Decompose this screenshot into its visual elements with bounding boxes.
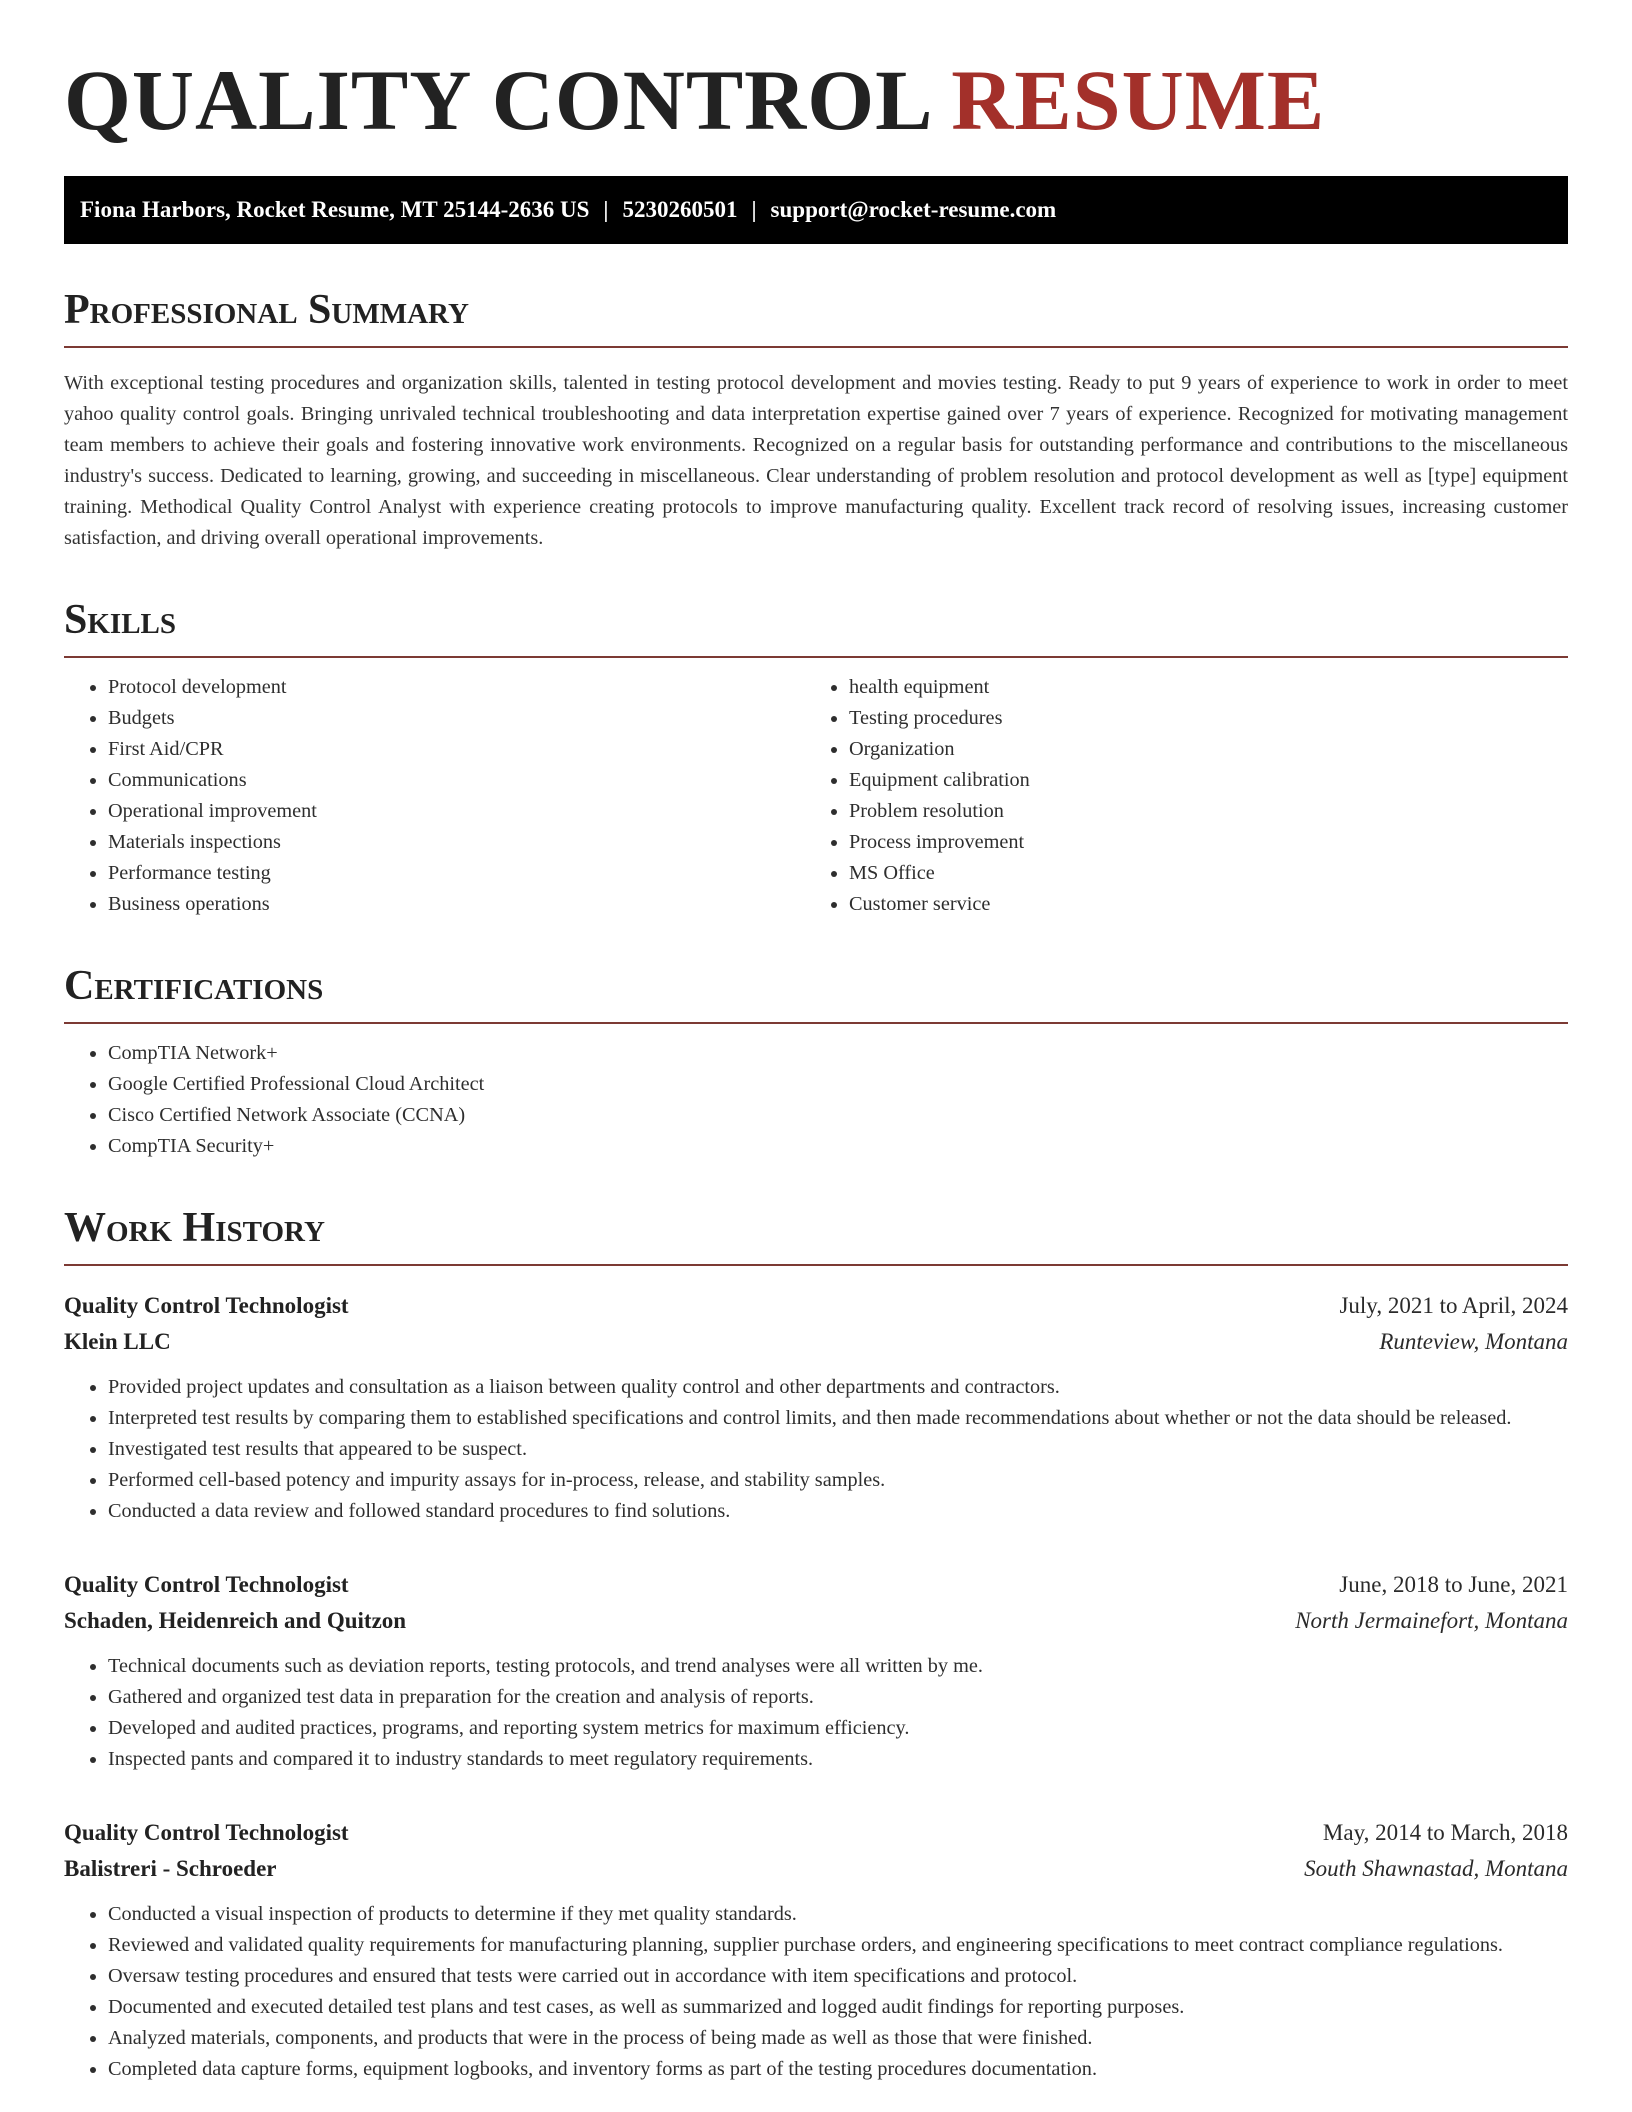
- skills-list-left: [64, 672, 805, 920]
- skill-item: • health equipment: [849, 672, 1546, 703]
- skill-item: • MS Office: [849, 858, 1546, 889]
- job-duty: • Oversaw testing procedures and ensured that tests were carried out in accordance with item specifications and protocol.: [108, 1961, 1568, 1992]
- skill-item: • Budgets: [108, 703, 805, 734]
- skill-item: • Testing procedures: [849, 703, 1546, 734]
- job-location: Runteview, Montana: [1379, 1329, 1568, 1354]
- job-duties-list: [64, 1899, 1568, 2085]
- job-duty: • Completed data capture forms, equipment logbooks, and inventory forms as part of the testing procedures documentation.: [108, 2054, 1568, 2085]
- summary-text: With exceptional testing procedures and organization skills, talented in testing protocol development and movies testing. Ready to put 9 years of experience to work in order to meet yahoo quality control goals. Bringing unrivaled technical troubleshooting and data interpretation expertise gained over 7 years of experience. Recognized for motivating management team members to achieve their goals and fostering innovative work environments. Recognized on a regular basis for outstanding performance and contributions to the miscellaneous industry's success. Dedicated to learning, growing, and succeeding in miscellaneous. Clear understanding of problem resolution and protocol development as well as [type] equipment training. Methodical Quality Control Analyst with experience creating protocols to improve manufacturing quality. Excellent track record of resolving issues, increasing customer satisfaction, and driving overall operational improvements.: [64, 372, 1568, 549]
- certification-item: • CompTIA Network+: [108, 1038, 1568, 1069]
- job-entry: [64, 1288, 1568, 1527]
- skill-item: • Problem resolution: [849, 796, 1546, 827]
- job-duty: • Conducted a data review and followed standard procedures to find solutions.: [108, 1496, 1568, 1527]
- section-heading-skills: Skills: [64, 598, 1568, 658]
- skill-item: • Materials inspections: [108, 827, 805, 858]
- skill-item: • Equipment calibration: [849, 765, 1546, 796]
- job-duty: • Reviewed and validated quality requirements for manufacturing planning, supplier purchase orders, and engineering specifications to meet contract compliance regulations.: [108, 1930, 1568, 1961]
- job-duty: • Provided project updates and consultation as a liaison between quality control and other departments and contractors.: [108, 1372, 1568, 1403]
- job-location: South Shawnastad, Montana: [1304, 1856, 1568, 1881]
- job-duty: • Inspected pants and compared it to industry standards to meet regulatory requirements.: [108, 1744, 1568, 1775]
- contact-phone: 5230260501: [622, 197, 738, 222]
- skill-item: • Operational improvement: [108, 796, 805, 827]
- skill-item: • Performance testing: [108, 858, 805, 889]
- skill-item: • Communications: [108, 765, 805, 796]
- job-dates: June, 2018 to June, 2021: [1339, 1572, 1568, 1597]
- skill-item: • Business operations: [108, 889, 805, 920]
- job-title: Quality Control Technologist: [64, 1572, 349, 1597]
- skill-item: • Protocol development: [108, 672, 805, 703]
- skill-item: • Customer service: [849, 889, 1546, 920]
- section-heading-summary: Professional Summary: [64, 288, 1568, 348]
- certification-item: • Cisco Certified Network Associate (CCNA): [108, 1100, 1568, 1131]
- job-dates: July, 2021 to April, 2024: [1339, 1293, 1568, 1318]
- section-heading-certifications: Certifications: [64, 964, 1568, 1024]
- skill-item: • Organization: [849, 734, 1546, 765]
- contact-separator: |: [603, 197, 609, 222]
- job-duty: • Performed cell-based potency and impurity assays for in-process, release, and stability samples.: [108, 1465, 1568, 1496]
- job-dates: May, 2014 to March, 2018: [1322, 1820, 1568, 1845]
- job-duty: • Analyzed materials, components, and products that were in the process of being made as well as those that were finished.: [108, 2023, 1568, 2054]
- skill-item: • First Aid/CPR: [108, 734, 805, 765]
- certifications-section: [64, 964, 1568, 1162]
- contact-address: Fiona Harbors, Rocket Resume, MT 25144-2636 US: [80, 197, 590, 222]
- section-heading-work-history: Work History: [64, 1206, 1568, 1266]
- job-duty: • Interpreted test results by comparing them to established specifications and control limits, and then made recommendations about whether or not the data should be released.: [108, 1403, 1568, 1434]
- skills-section: [64, 598, 1568, 920]
- certification-item: • CompTIA Security+: [108, 1131, 1568, 1162]
- job-duty: • Gathered and organized test data in preparation for the creation and analysis of reports.: [108, 1682, 1568, 1713]
- job-duty: • Developed and audited practices, programs, and reporting system metrics for maximum efficiency.: [108, 1713, 1568, 1744]
- contact-separator: |: [751, 197, 757, 222]
- job-company: Balistreri - Schroeder: [64, 1856, 277, 1881]
- job-title: Quality Control Technologist: [64, 1820, 349, 1845]
- job-entry: [64, 1567, 1568, 1775]
- job-duty: • Conducted a visual inspection of products to determine if they met quality standards.: [108, 1899, 1568, 1930]
- certifications-list: [64, 1038, 1568, 1162]
- skill-item: • Process improvement: [849, 827, 1546, 858]
- contact-bar: [64, 176, 1568, 244]
- job-company: Klein LLC: [64, 1329, 171, 1354]
- job-duty: • Investigated test results that appeared to be suspect.: [108, 1434, 1568, 1465]
- title-main: QUALITY CONTROL: [64, 52, 929, 148]
- job-company: Schaden, Heidenreich and Quitzon: [64, 1608, 407, 1633]
- job-duties-list: [64, 1651, 1568, 1775]
- job-duties-list: [64, 1372, 1568, 1527]
- document-title: [64, 0, 1568, 176]
- job-title: Quality Control Technologist: [64, 1293, 349, 1318]
- title-accent: RESUME: [951, 52, 1326, 148]
- work-history-section: [64, 1206, 1568, 2085]
- job-entry: [64, 1815, 1568, 2085]
- job-duty: • Documented and executed detailed test plans and test cases, as well as summarized and logged audit findings for reporting purposes.: [108, 1992, 1568, 2023]
- job-duty: • Technical documents such as deviation reports, testing protocols, and trend analyses were all written by me.: [108, 1651, 1568, 1682]
- summary-section: [64, 288, 1568, 554]
- job-location: North Jermainefort, Montana: [1295, 1608, 1568, 1633]
- skills-list-right: [805, 672, 1546, 920]
- contact-email: support@rocket-resume.com: [770, 197, 1057, 222]
- skills-grid: [64, 672, 1568, 920]
- certification-item: • Google Certified Professional Cloud Architect: [108, 1069, 1568, 1100]
